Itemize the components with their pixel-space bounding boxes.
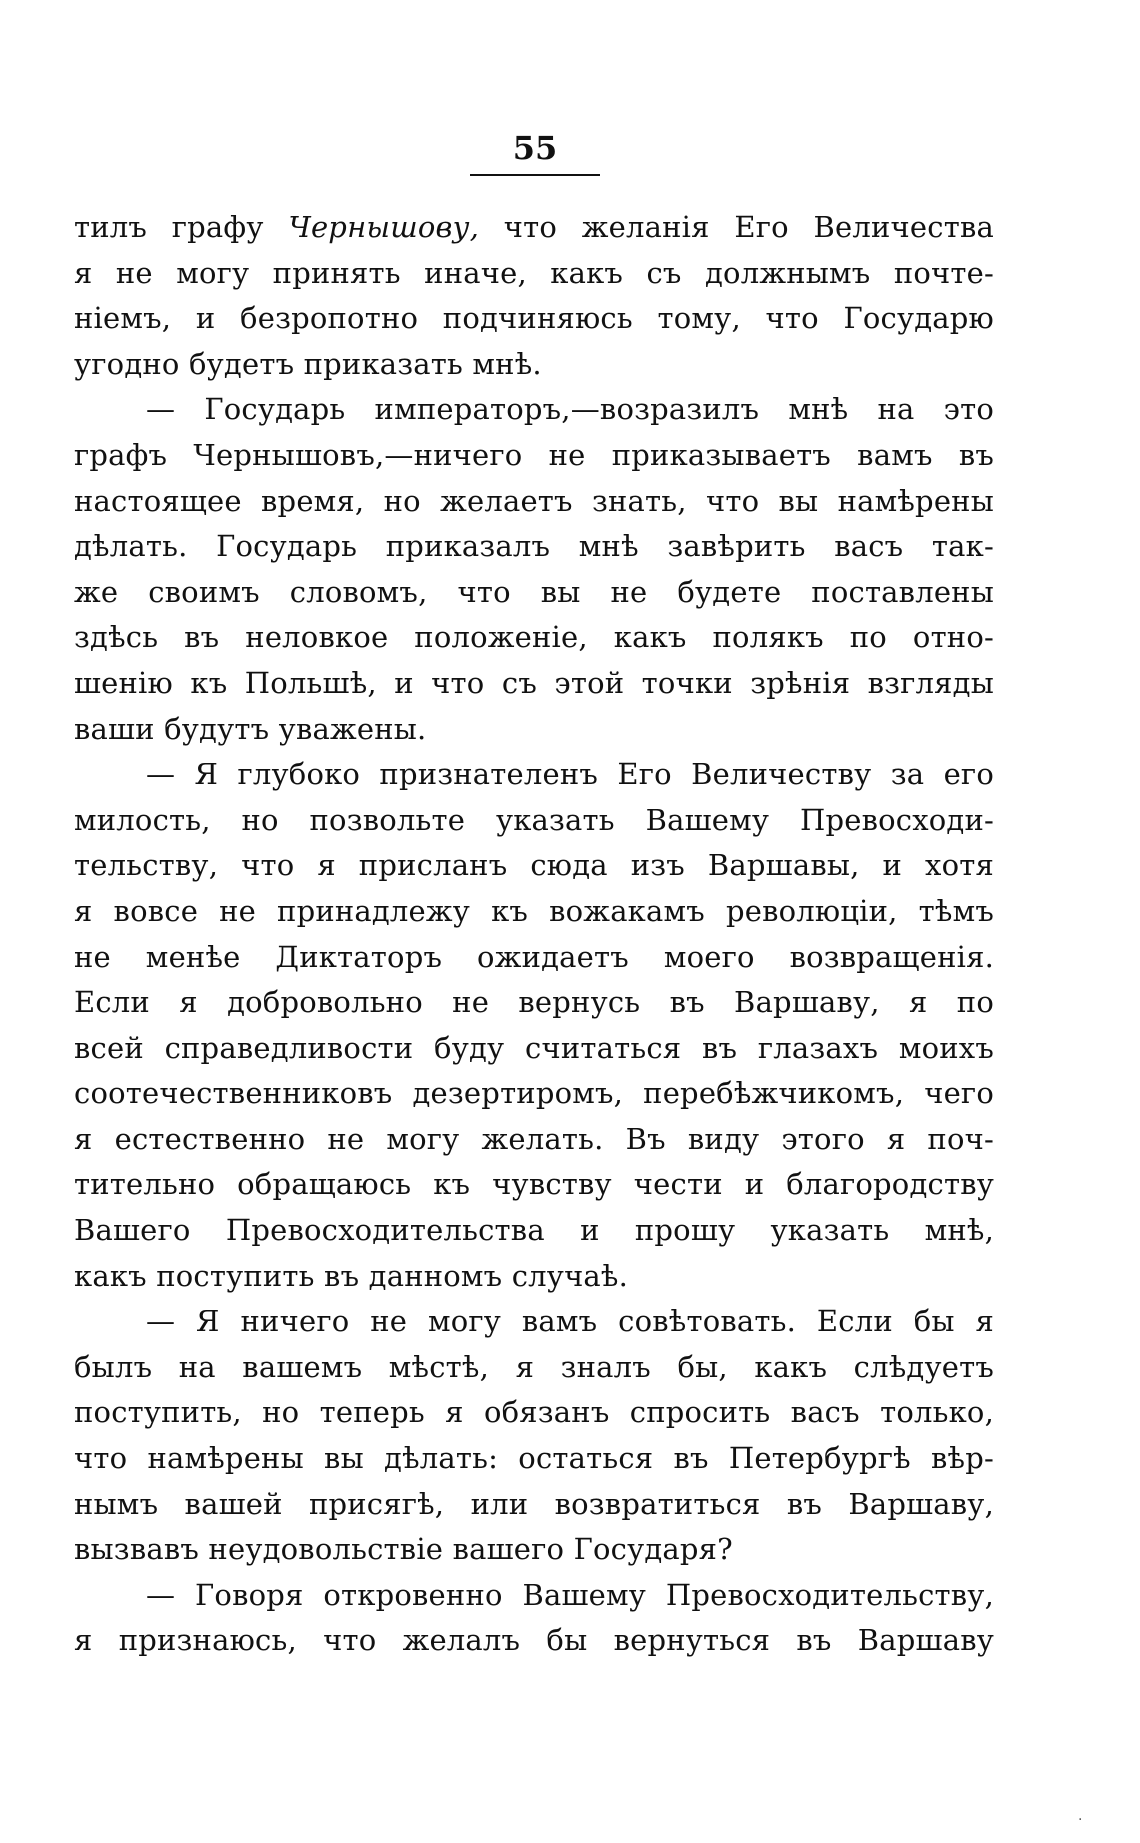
text-line: угодно будетъ приказать мнѣ. xyxy=(74,346,542,381)
text-line: — Государь императоръ,—возразилъ мнѣ на это xyxy=(146,392,994,427)
page-number: 55 xyxy=(512,129,558,167)
text-line: — Я ничего не могу вамъ совѣтовать. Если бы я xyxy=(146,1304,994,1339)
body-text xyxy=(74,205,994,1664)
text-line: тельству, что я присланъ сюда изъ Варшавы, и хотя xyxy=(74,848,994,883)
text-line: какъ поступить въ данномъ случаѣ. xyxy=(74,1258,629,1293)
text-line: графъ Чернышовъ,—ничего не приказываетъ вамъ въ xyxy=(74,437,994,472)
scan-speck: · xyxy=(1078,1812,1083,1828)
text-line: тилъ графу Чернышову, что желанія Его Величества xyxy=(74,210,994,244)
text-line: не менѣе Диктаторъ ожидаетъ моего возвращенія. xyxy=(74,939,994,974)
text-line: вызвавъ неудовольствіе вашего Государя? xyxy=(74,1532,733,1567)
text-line: всей справедливости буду считаться въ глазахъ моихъ xyxy=(74,1030,994,1065)
text-line: я естественно не могу желать. Въ виду этого я поч- xyxy=(74,1121,994,1156)
text-line: шенію къ Польшѣ, и что съ этой точки зрѣнія взгляды xyxy=(74,665,994,700)
text-line: Если я добровольно не вернусь въ Варшаву, я по xyxy=(74,985,994,1020)
text-line: — Говоря откровенно Вашему Превосходительству, xyxy=(146,1577,994,1612)
text-line: нымъ вашей присягѣ, или возвратиться въ Варшаву, xyxy=(74,1486,994,1521)
text-line: настоящее время, но желаетъ знать, что вы намѣрены xyxy=(74,483,994,518)
text-line: былъ на вашемъ мѣстѣ, я зналъ бы, какъ слѣдуетъ xyxy=(74,1349,994,1384)
page-number-rule xyxy=(470,174,600,176)
text-line: ваши будутъ уважены. xyxy=(74,711,427,746)
text-line: тительно обращаюсь къ чувству чести и благородству xyxy=(74,1167,994,1202)
text-line: — Я глубоко признателенъ Его Величеству за его xyxy=(146,757,994,792)
text-line: же своимъ словомъ, что вы не будете поставлены xyxy=(74,574,994,609)
text-line: милость, но позвольте указать Вашему Превосходи- xyxy=(74,802,994,837)
text-line: я не могу принять иначе, какъ съ должнымъ почте- xyxy=(74,255,994,290)
text-line: здѣсь въ неловкое положеніе, какъ полякъ по отно- xyxy=(74,620,994,655)
text-line: я признаюсь, что желалъ бы вернуться въ Варшаву xyxy=(74,1623,994,1658)
text-line: я вовсе не принадлежу къ вожакамъ революціи, тѣмъ xyxy=(74,893,994,928)
text-line: соотечественниковъ дезертиромъ, перебѣжчикомъ, чего xyxy=(74,1076,994,1111)
text-line: поступить, но теперь я обязанъ спросить васъ только, xyxy=(74,1395,994,1430)
text-line: дѣлать. Государь приказалъ мнѣ завѣрить васъ так- xyxy=(74,529,994,564)
italic-name: Чернышову, xyxy=(288,210,480,244)
text-line: Вашего Превосходительства и прошу указать мнѣ, xyxy=(74,1213,994,1248)
text-line: ніемъ, и безропотно подчиняюсь тому, что Государю xyxy=(74,301,994,336)
text-line: что намѣрены вы дѣлать: остаться въ Петербургѣ вѣр- xyxy=(74,1441,994,1476)
